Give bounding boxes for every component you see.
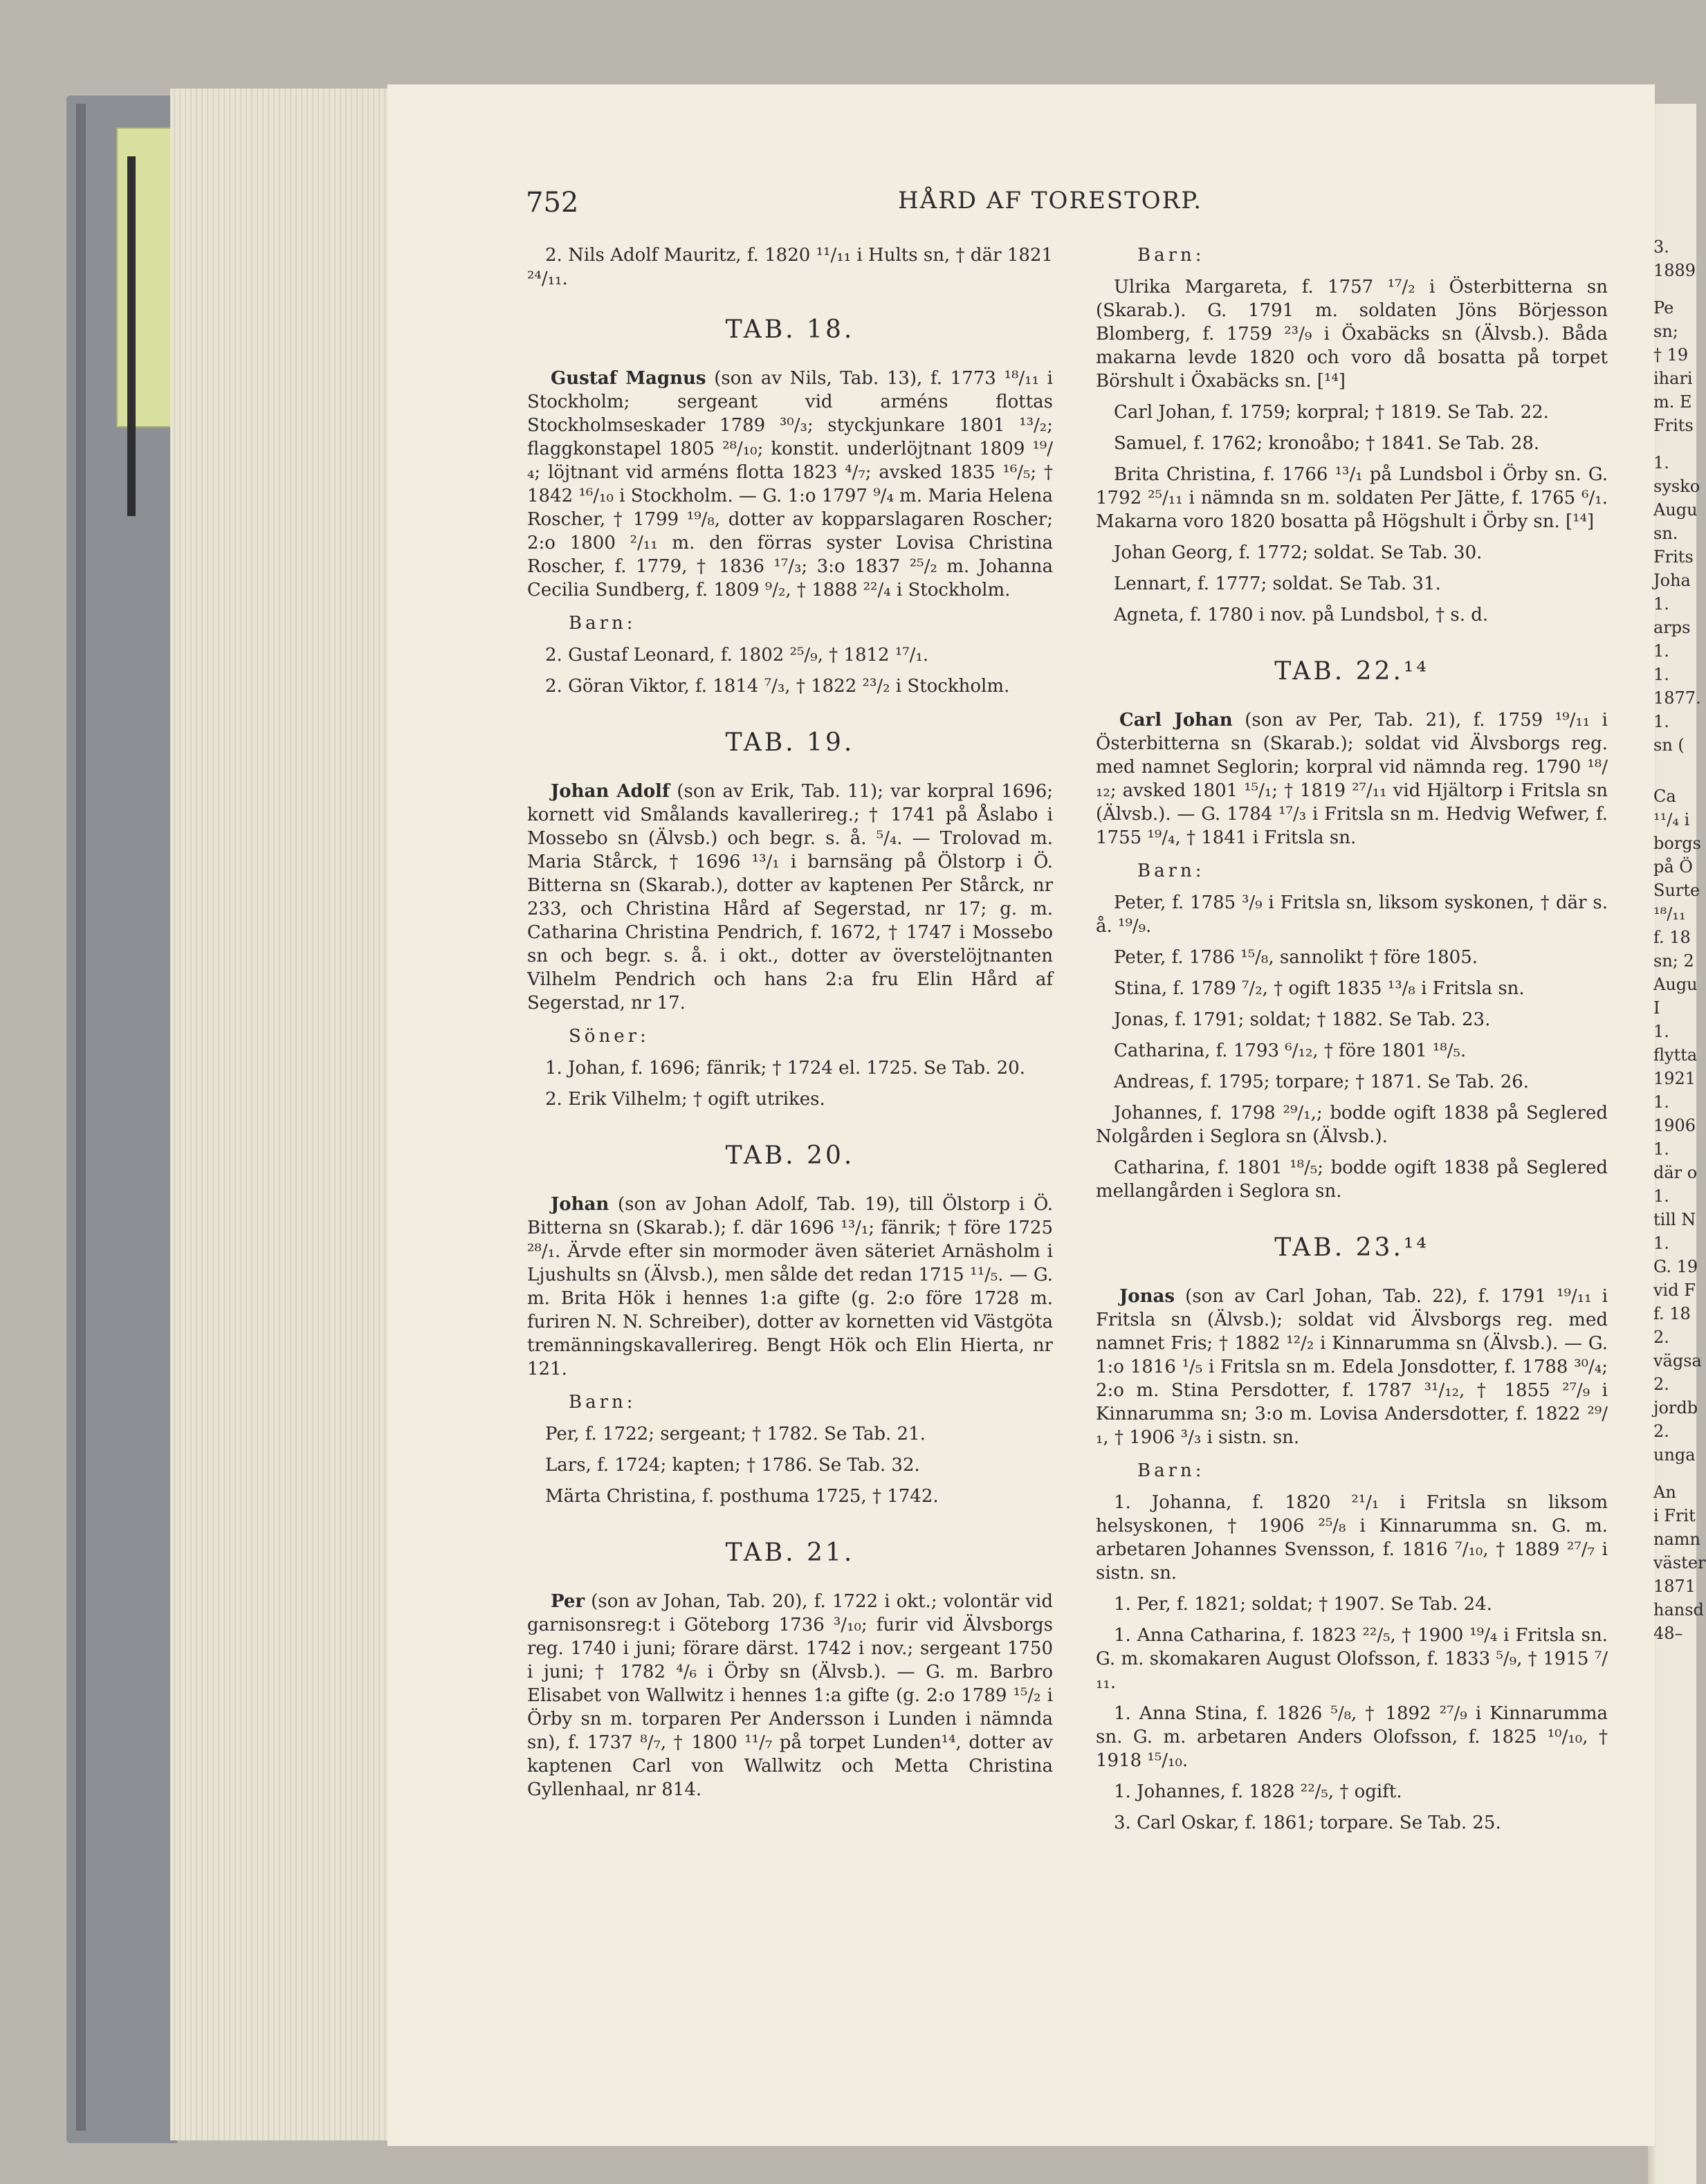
child-entry: 1. Johanna, f. 1820 ²¹/₁ i Fritsla sn liksom helsyskonen, † 1906 ²⁵/₈ i Kinnarumma sn. G. m. arbetaren Johannes Svensson, f. 1816 ⁷/₁₀, † 1889 ²⁷/₇ i sistn. sn. xyxy=(1096,1492,1608,1584)
tab-21-heading: TAB. 21. xyxy=(725,1539,855,1567)
entry-text: (son av Johan, Tab. 20), f. 1722 i okt.; volontär vid garnisonsreg:t i Göteborg 1736 ³/₁₀; furir vid Älvsborgs reg. 1740 i juni; förare därst. 1742 i nov.; sergeant 1750 i juni; † 1782 ⁴/₆ i Örby sn (Älvsb.). — G. m. Barbro Elisabet von Wallwitz i hennes 1:a gifte (g. 2:o 1789 ¹⁵/₂ i Örby sn m. torparen Per Andersson i Lunden i nämnda sn), f. 1737 ⁸/₇, † 1800 ¹¹/₇ på torpet Lunden¹⁴, dotter av kaptenen Carl von Wallwitz och Metta Christina Gyllenhaal, nr 814. xyxy=(527,1591,1053,1800)
next-page-text-sliver xyxy=(1653,235,1706,1645)
sliver-line: 1. xyxy=(1653,1233,1669,1253)
sliver-line: 1. xyxy=(1653,665,1669,684)
sliver-line: ¹⁸/₁₁ xyxy=(1653,904,1686,924)
child-entry: Märta Christina, f. posthuma 1725, † 1742. xyxy=(545,1486,939,1507)
sliver-line xyxy=(1653,1467,1696,1480)
left-column xyxy=(527,244,1053,1809)
binding-spine-stripe xyxy=(76,104,86,2131)
sliver-line: väster xyxy=(1653,1553,1706,1572)
sliver-line: 1. xyxy=(1653,594,1669,614)
entry-nils-adolf: 2. Nils Adolf Mauritz, f. 1820 ¹¹/₁₁ i Hults sn, † där 1821 ²⁴/₁₁. xyxy=(527,245,1053,289)
children-label: Barn: xyxy=(569,613,636,634)
sliver-line: 1889 xyxy=(1653,261,1696,280)
sliver-line xyxy=(1653,282,1696,296)
yellow-index-tab xyxy=(116,127,178,428)
child-entry: Samuel, f. 1762; kronoåbo; † 1841. Se Tab. 28. xyxy=(1114,433,1540,454)
sliver-line: sn. xyxy=(1653,524,1678,543)
child-entry: Catharina, f. 1793 ⁶/₁₂, † före 1801 ¹⁸/₅. xyxy=(1114,1040,1467,1061)
sliver-line: Frits xyxy=(1653,547,1694,567)
child-entry: Johannes, f. 1798 ²⁹/₁,; bodde ogift 1838 på Seglered Nolgården i Seglora sn (Älvsb.). xyxy=(1096,1103,1608,1147)
sliver-line: 1. xyxy=(1653,453,1669,472)
children-label: Barn: xyxy=(569,1392,636,1413)
entry-text: (son av Johan Adolf, Tab. 19), till Ölstorp i Ö. Bitterna sn (Skarab.); f. där 1696 ¹³/₁; fänrik; † före 1725 ²⁸/₁. Ärvde efter sin mormoder även säteriet Arnäsholm i Ljushults sn (Älvsb.), men sålde det redan 1715 ¹¹/₅. — G. m. Brita Hök i hennes 1:a gifte (g. 2:o före 1728 m. furiren N. N. Schreiber), dotter av kornetten vid Västgöta tremänningskavallerireg. Bengt Hök och Elin Hierta, nr 121. xyxy=(527,1194,1054,1379)
person-name: Jonas xyxy=(1119,1286,1175,1307)
tab-18-entry xyxy=(527,367,1053,602)
sliver-line: ihari xyxy=(1653,369,1693,388)
tab-22-entry xyxy=(1096,708,1608,850)
sliver-line: f. 18 xyxy=(1653,1304,1691,1323)
children-label: Barn: xyxy=(1137,245,1205,266)
child-entry: Agneta, f. 1780 i nov. på Lundsbol, † s. d. xyxy=(1114,605,1489,625)
sliver-line: i Frit xyxy=(1653,1506,1696,1525)
tab-19-heading: TAB. 19. xyxy=(725,728,855,757)
sliver-line: m. E xyxy=(1653,392,1692,412)
sliver-line: Augu xyxy=(1653,975,1698,994)
sliver-line: 2. xyxy=(1653,1375,1669,1394)
sliver-line: 1. xyxy=(1653,1092,1669,1112)
child-entry: 1. Per, f. 1821; soldat; † 1907. Se Tab. 24. xyxy=(1114,1594,1493,1615)
tab-23-heading: TAB. 23.¹⁴ xyxy=(1274,1233,1429,1262)
child-entry: Ulrika Margareta, f. 1757 ¹⁷/₂ i Österbitterna sn (Skarab.). G. 1791 m. soldaten Jöns Börjesson Blomberg, f. 1759 ²³/₉ i Öxabäcks sn (Älvsb.). Båda makarna levde 1820 och voro då bosatta på torpet Börshult i Öxabäcks sn. [¹⁴] xyxy=(1096,277,1608,392)
child-entry: Peter, f. 1785 ³/₉ i Fritsla sn, liksom syskonen, † där s. å. ¹⁹/₉. xyxy=(1096,892,1608,937)
tab-21-entry xyxy=(527,1590,1053,1801)
sliver-line: G. 19 xyxy=(1653,1257,1698,1276)
sliver-line: Ca xyxy=(1653,787,1676,806)
sliver-line: 1. xyxy=(1653,1139,1669,1159)
sliver-line: hansd xyxy=(1653,1600,1704,1619)
sliver-line: arps xyxy=(1653,618,1691,637)
sliver-line: till N xyxy=(1653,1210,1696,1229)
sliver-line: sn; xyxy=(1653,322,1678,341)
sliver-line: namn xyxy=(1653,1530,1700,1549)
child-entry: Catharina, f. 1801 ¹⁸/₅; bodde ogift 1838 på Seglered mellangården i Seglora sn. xyxy=(1096,1157,1608,1202)
sliver-line xyxy=(1653,771,1696,784)
child-entry: Stina, f. 1789 ⁷/₂, † ogift 1835 ¹³/₈ i Fritsla sn. xyxy=(1114,978,1525,999)
child-entry: Lars, f. 1724; kapten; † 1786. Se Tab. 32. xyxy=(545,1455,920,1476)
sliver-line: f. 18 xyxy=(1653,928,1691,947)
sliver-line: I xyxy=(1653,998,1660,1018)
entry-text: (son av Per, Tab. 21), f. 1759 ¹⁹/₁₁ i Österbitterna sn (Skarab.); soldat vid Älvsborgs reg. med namnet Seglorin; korpral vid nämnda reg. 1790 ¹⁸/₁₂; avsked 1801 ¹⁵/₁; † 1819 ²⁷/₁₁ vid Hjältorp i Fritsla sn (Älvsb.). — G. 1784 ¹⁷/₃ i Fritsla sn m. Hedvig Wefwer, f. 1755 ¹⁹/₄, † 1841 i Fritsla sn. xyxy=(1096,710,1608,848)
entry-text: (son av Carl Johan, Tab. 22), f. 1791 ¹⁹/₁₁ i Fritsla sn (Älvsb.); soldat vid Älvsborgs reg. med namnet Fris; † 1882 ¹²/₂ i Kinnarumma sn (Älvsb.). — G. 1:o 1816 ¹/₅ i Fritsla sn m. Edela Jonsdotter, f. 1788 ³⁰/₄; 2:o m. Stina Persdotter, f. 1787 ³¹/₁₂, † 1855 ²⁷/₉ i Kinnarumma sn; 3:o m. Lovisa Andersdotter, f. 1822 ²⁹/₁, † 1906 ³/₃ i sistn. sn. xyxy=(1096,1286,1608,1448)
sliver-line: borgs xyxy=(1653,834,1701,853)
child-entry: 2. Erik Vilhelm; † ogift utrikes. xyxy=(545,1089,825,1110)
sliver-line: Surte xyxy=(1653,881,1700,900)
sliver-line: sn; 2 xyxy=(1653,951,1694,971)
children-label: Barn: xyxy=(1137,861,1205,881)
child-entry: 1. Johannes, f. 1828 ²²/₅, † ogift. xyxy=(1114,1781,1402,1802)
child-entry: Jonas, f. 1791; soldat; † 1882. Se Tab. 23. xyxy=(1114,1009,1491,1030)
tab-23-entry xyxy=(1096,1285,1608,1449)
person-name: Per xyxy=(551,1591,585,1612)
child-entry: 3. Carl Oskar, f. 1861; torpare. Se Tab. 25. xyxy=(1114,1813,1501,1833)
sliver-line: flytta xyxy=(1653,1045,1698,1065)
sliver-line: unga xyxy=(1653,1445,1696,1465)
sliver-line: 1921 xyxy=(1653,1069,1696,1088)
sliver-line: 1877. xyxy=(1653,688,1701,708)
tab-22-heading: TAB. 22.¹⁴ xyxy=(1274,657,1429,686)
tab-18-heading: TAB. 18. xyxy=(725,315,855,344)
sons-label: Söner: xyxy=(569,1026,650,1047)
sliver-line xyxy=(1653,757,1696,771)
person-name: Johan Adolf xyxy=(551,781,670,802)
sliver-line xyxy=(1653,437,1696,451)
sliver-line: 1. xyxy=(1653,712,1669,731)
sliver-line: 1906 xyxy=(1653,1116,1696,1135)
sliver-line: Frits xyxy=(1653,416,1694,435)
child-entry: Carl Johan, f. 1759; korpral; † 1819. Se Tab. 22. xyxy=(1114,402,1549,423)
sliver-line: där o xyxy=(1653,1163,1698,1182)
sliver-line: vägsa xyxy=(1653,1351,1702,1370)
sliver-line: sysko xyxy=(1653,477,1700,496)
sliver-line: 1. xyxy=(1653,1022,1669,1041)
child-entry: Peter, f. 1786 ¹⁵/₈, sannolikt † före 1805. xyxy=(1114,947,1478,968)
sliver-line: † 19 xyxy=(1653,345,1689,365)
sliver-line: vid F xyxy=(1653,1281,1696,1300)
sliver-line: jordb xyxy=(1653,1398,1698,1417)
sliver-line: 48– xyxy=(1653,1624,1683,1643)
child-entry: Brita Christina, f. 1766 ¹³/₁ på Lundsbol i Örby sn. G. 1792 ²⁵/₁₁ i nämnda sn m. soldaten Per Jätte, f. 1765 ⁶/₁. Makarna voro 1820 bosatta på Högshult i Örby sn. [¹⁴] xyxy=(1096,464,1608,532)
tab-20-entry xyxy=(527,1193,1053,1381)
stacked-page-edges xyxy=(170,89,392,2140)
child-entry: 2. Göran Viktor, f. 1814 ⁷/₃, † 1822 ²³/₂ i Stockholm. xyxy=(545,676,1010,697)
person-name: Gustaf Magnus xyxy=(551,368,706,389)
sliver-line: 1. xyxy=(1653,641,1669,661)
sliver-line: Augu xyxy=(1653,500,1698,520)
sliver-line: ¹¹/₄ i xyxy=(1653,810,1690,829)
tab-20-heading: TAB. 20. xyxy=(725,1141,855,1170)
child-entry: Johan Georg, f. 1772; soldat. Se Tab. 30. xyxy=(1114,542,1483,563)
sliver-line: på Ö xyxy=(1653,857,1693,877)
sliver-line: 3. xyxy=(1653,237,1669,257)
child-entry: 2. Gustaf Leonard, f. 1802 ²⁵/₉, † 1812 ¹⁷/₁. xyxy=(545,645,929,666)
entry-text: (son av Erik, Tab. 11); var korpral 1696; kornett vid Smålands kavallerireg.; † 1741 på Åslabo i Mossebo sn (Älvsb.) och begr. s. å. ⁵/₄. — Trolovad m. Maria Stårck, † 1696 ¹³/₁ i barnsäng på Ölstorp i Ö. Bitterna sn (Skarab.), dotter av kaptenen Per Stårck, nr 233, och Christina Hård af Segerstad, nr 17; g. m. Catharina Christina Pendrich, f. 1672, † 1747 i Mossebo sn och begr. s. å. i okt., dotter av överstelöjtnanten Vilhelm Pendrich och hans 2:a fru Elin Hård af Segerstad, nr 17. xyxy=(527,781,1053,1013)
person-name: Carl Johan xyxy=(1119,710,1233,731)
sliver-line: 1871 xyxy=(1653,1577,1696,1596)
entry-text: (son av Nils, Tab. 13), f. 1773 ¹⁸/₁₁ i Stockholm; sergeant vid arméns flottas Stockholmseskader 1789 ³⁰/₃; styckjunkare 1801 ¹³/₂; flaggkonstapel 1805 ²⁸/₁₀; konstit. underlöjtnant 1809 ¹⁹/₄; löjtnant vid arméns flotta 1823 ⁴/₇; avsked 1835 ¹⁶/₅; † 1842 ¹⁶/₁₀ i Stockholm. — G. 1:o 1797 ⁹/₄ m. Maria Helena Roscher, † 1799 ¹⁹/₈, dotter av kopparslagaren Roscher; 2:o 1800 ²/₁₁ m. den förras syster Lovisa Christina Roscher, f. 1779, † 1836 ¹⁷/₃; 3:o 1837 ²⁵/₂ m. Johanna Cecilia Sundberg, f. 1809 ⁹/₂, † 1888 ²²/₄ i Stockholm. xyxy=(527,368,1053,600)
page-number: 752 xyxy=(526,187,579,219)
running-title: HÅRD AF TORESTORP. xyxy=(898,187,1203,214)
child-entry: Per, f. 1722; sergeant; † 1782. Se Tab. 21. xyxy=(545,1424,926,1444)
sliver-line: An xyxy=(1653,1483,1676,1502)
sliver-line: sn ( xyxy=(1653,735,1685,755)
child-entry: Andreas, f. 1795; torpare; † 1871. Se Tab. 26. xyxy=(1114,1072,1530,1092)
child-entry: Lennart, f. 1777; soldat. Se Tab. 31. xyxy=(1114,573,1441,594)
sliver-line: 2. xyxy=(1653,1422,1669,1441)
right-column xyxy=(1096,244,1608,1842)
sliver-line: 2. xyxy=(1653,1328,1669,1347)
sliver-line: Joha xyxy=(1653,571,1691,590)
children-label: Barn: xyxy=(1137,1460,1205,1481)
child-entry: 1. Anna Catharina, f. 1823 ²²/₅, † 1900 ¹⁹/₄ i Fritsla sn. G. m. skomakaren August Olofsson, f. 1833 ⁵/₉, † 1915 ⁷/₁₁. xyxy=(1096,1625,1608,1693)
tab-19-entry xyxy=(527,780,1053,1015)
child-entry: 1. Johan, f. 1696; fänrik; † 1724 el. 1725. Se Tab. 20. xyxy=(545,1058,1025,1079)
sliver-line: Pe xyxy=(1653,298,1674,318)
child-entry: 1. Anna Stina, f. 1826 ⁵/₈, † 1892 ²⁷/₉ i Kinnarumma sn. G. m. arbetaren Anders Olofsson, f. 1825 ¹⁰/₁₀, † 1918 ¹⁵/₁₀. xyxy=(1096,1703,1608,1771)
sliver-line: 1. xyxy=(1653,1186,1669,1206)
person-name: Johan xyxy=(551,1194,609,1215)
